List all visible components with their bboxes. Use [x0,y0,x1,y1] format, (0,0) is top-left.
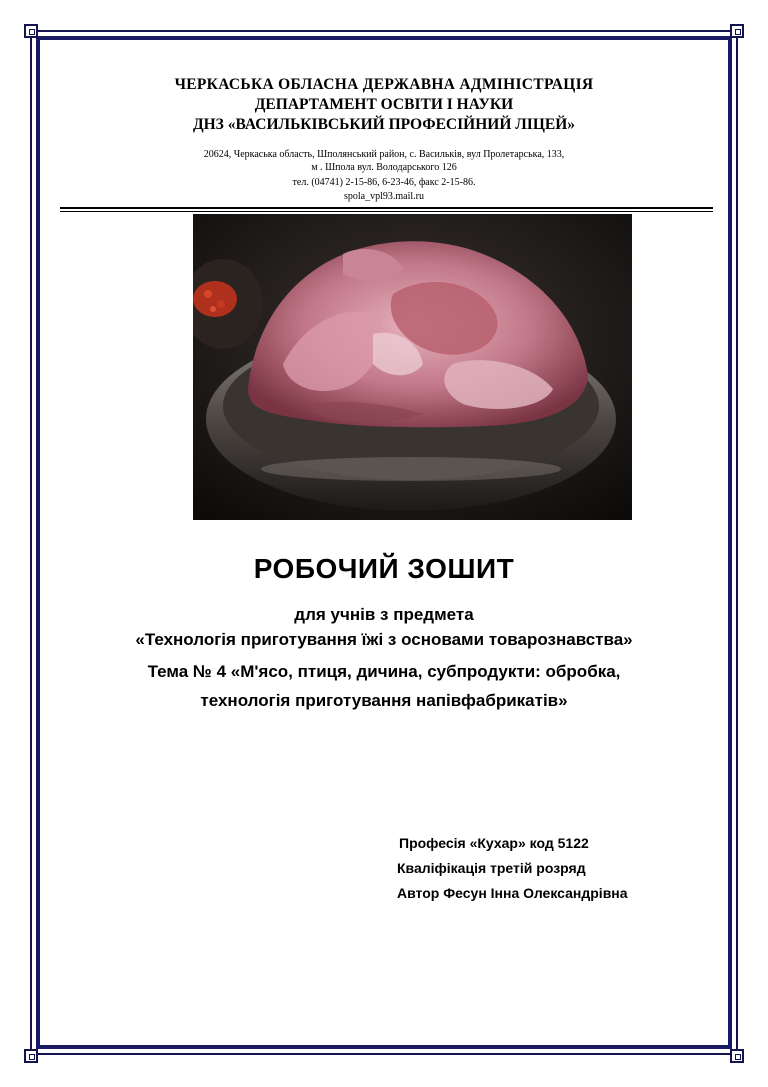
header-email: spola_vpl93.mail.ru [344,191,424,202]
corner-ornament-bottom-right [730,1049,744,1063]
header-address-line: 20624, Черкаська область, Шполянський район, с. Васильків, вул Пролетарська, 133, [203,149,565,160]
header-rule-thin [60,211,713,212]
workbook-topic-continued: технологія приготування напівфабрикатів» [200,691,568,710]
corner-ornament-top-left [24,24,38,38]
header-rule-thick [60,207,713,209]
profession-line: Професія «Кухар» код 5122 [399,835,589,851]
header-administration: ЧЕРКАСЬКА ОБЛАСНА ДЕРЖАВНА АДМІНІСТРАЦІЯ [174,76,594,93]
header-phones: тел. (04741) 2-15-86, 6-23-46, факс 2-15-86. [292,177,476,188]
workbook-title: РОБОЧИЙ ЗОШИТ [253,553,515,584]
corner-ornament-bottom-left [24,1049,38,1063]
header-address-line-2: м . Шпола вул. Володарського 126 [311,162,457,173]
workbook-subtitle-for-students: для учнів з предмета [294,605,474,624]
header-department: ДЕПАРТАМЕНТ ОСВІТИ І НАУКИ [254,96,514,113]
workbook-subject: «Технологія приготування їжі з основами товарознавства» [135,630,633,649]
corner-ornament-top-right [730,24,744,38]
workbook-topic: Тема № 4 «М'ясо, птиця, дичина, субпродукти: обробка, [147,662,621,681]
meat-bowl-photo [193,214,632,520]
author-line: Автор Фесун Інна Олександрівна [397,885,628,901]
header-institution: ДНЗ «ВАСИЛЬКІВСЬКИЙ ПРОФЕСІЙНИЙ ЛІЦЕЙ» [192,116,576,133]
qualification-line: Кваліфікація третій розряд [397,860,586,876]
